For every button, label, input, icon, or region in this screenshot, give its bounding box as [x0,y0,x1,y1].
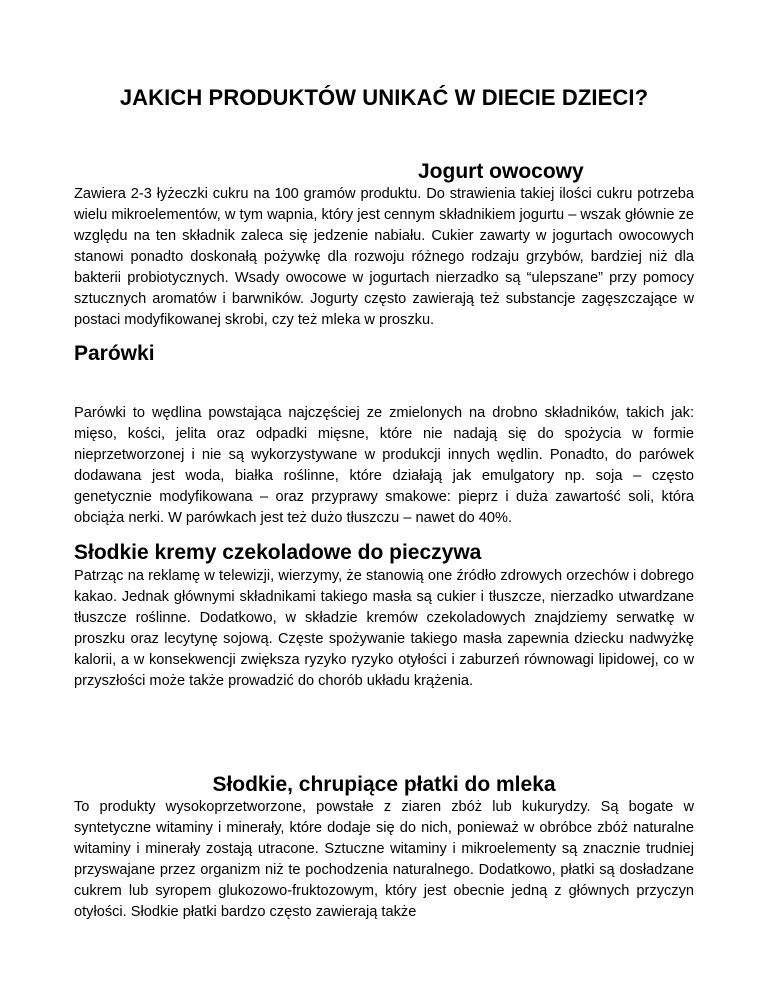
section-heading-parowki: Parówki [74,342,155,365]
section-text-platki: To produkty wysokoprzetworzone, powstałe z ziaren zbóż lub kukurydzy. Są bogate w syntetyczne witaminy i minerały, które dodaje się do nich, ponieważ w obróbce zbóż naturalne witaminy i minerały zostają utracone. Sztuczne witaminy i mikroelementy są znacznie trudniej przyswajane przez organizm niż te pochodzenia naturalnego. Dodatkowo, płatki są dosładzane cukrem lub syropem glukozowo-fruktozowym, który jest obecnie jedną z głównych przyczyn otyłości. Słodkie płatki bardzo często zawierają także [74,799,694,920]
page-title: JAKICH PRODUKTÓW UNIKAĆ W DIECIE DZIECI? [119,85,649,110]
section-text-kremy: Patrząc na reklamę w telewizji, wierzymy, że stanowią one źródło zdrowych orzechów i dobrego kakao. Jednak głównymi składnikami takiego masła są cukier i tłuszcze, nierzadko utwardzane tłuszcze roślinne. Dodatkowo, w składzie kremów czekoladowych znajdziemy serwatkę w proszku oraz lecytynę sojową. Częste spożywanie takiego masła zapewnia dziecku nadwyżkę kalorii, a w konsekwencji zwiększa ryzyko ryzyko otyłości i zaburzeń równowagi lipidowej, co w przyszłości może także prowadzić do chorób układu krążenia. [74,568,694,689]
section-heading-platki: Słodkie, chrupiące płatki do mleka [212,773,556,796]
section-text-jogurt: Zawiera 2-3 łyżeczki cukru na 100 gramów produktu. Do strawienia takiej ilości cukru potrzeba wielu mikroelementów, w tym wapnia, który jest cennym składnikiem jogurtu – wszak głównie ze względu na ten składnik zaleca się jedzenie nabiału. Cukier zawarty w jogurtach owocowych stanowi ponadto doskonałą pożywkę dla rozwoju różnego rodzaju grzybów, bardziej niż dla bakterii probiotycznych. Wsady owocowe w jogurtach nierzadko są “ulepszane” przy pomocy sztucznych aromatów i barwników. Jogurty często zawierają też substancje zagęszczające w postaci modyfikowanej skrobi, czy też mleka w proszku. [74,186,694,328]
section-heading-jogurt: Jogurt owocowy [418,160,584,183]
section-text-parowki: Parówki to wędlina powstająca najczęściej ze zmielonych na drobno składników, takich jak: mięso, kości, jelita oraz odpadki mięsne, które nie nadają się do spożycia w formie nieprzetworzonej i nie są wykorzystywane w produkcji innych wędlin. Ponadto, do parówek dodawana jest woda, białka roślinne, które działają jak emulgatory np. soja – często genetycznie modyfikowana – oraz przyprawy smakowe: pieprz i duża zawartość soli, która obciąża nerki. W parówkach jest też dużo tłuszczu – nawet do 40%. [74,405,694,526]
section-heading-kremy: Słodkie kremy czekoladowe do pieczywa [74,541,482,564]
